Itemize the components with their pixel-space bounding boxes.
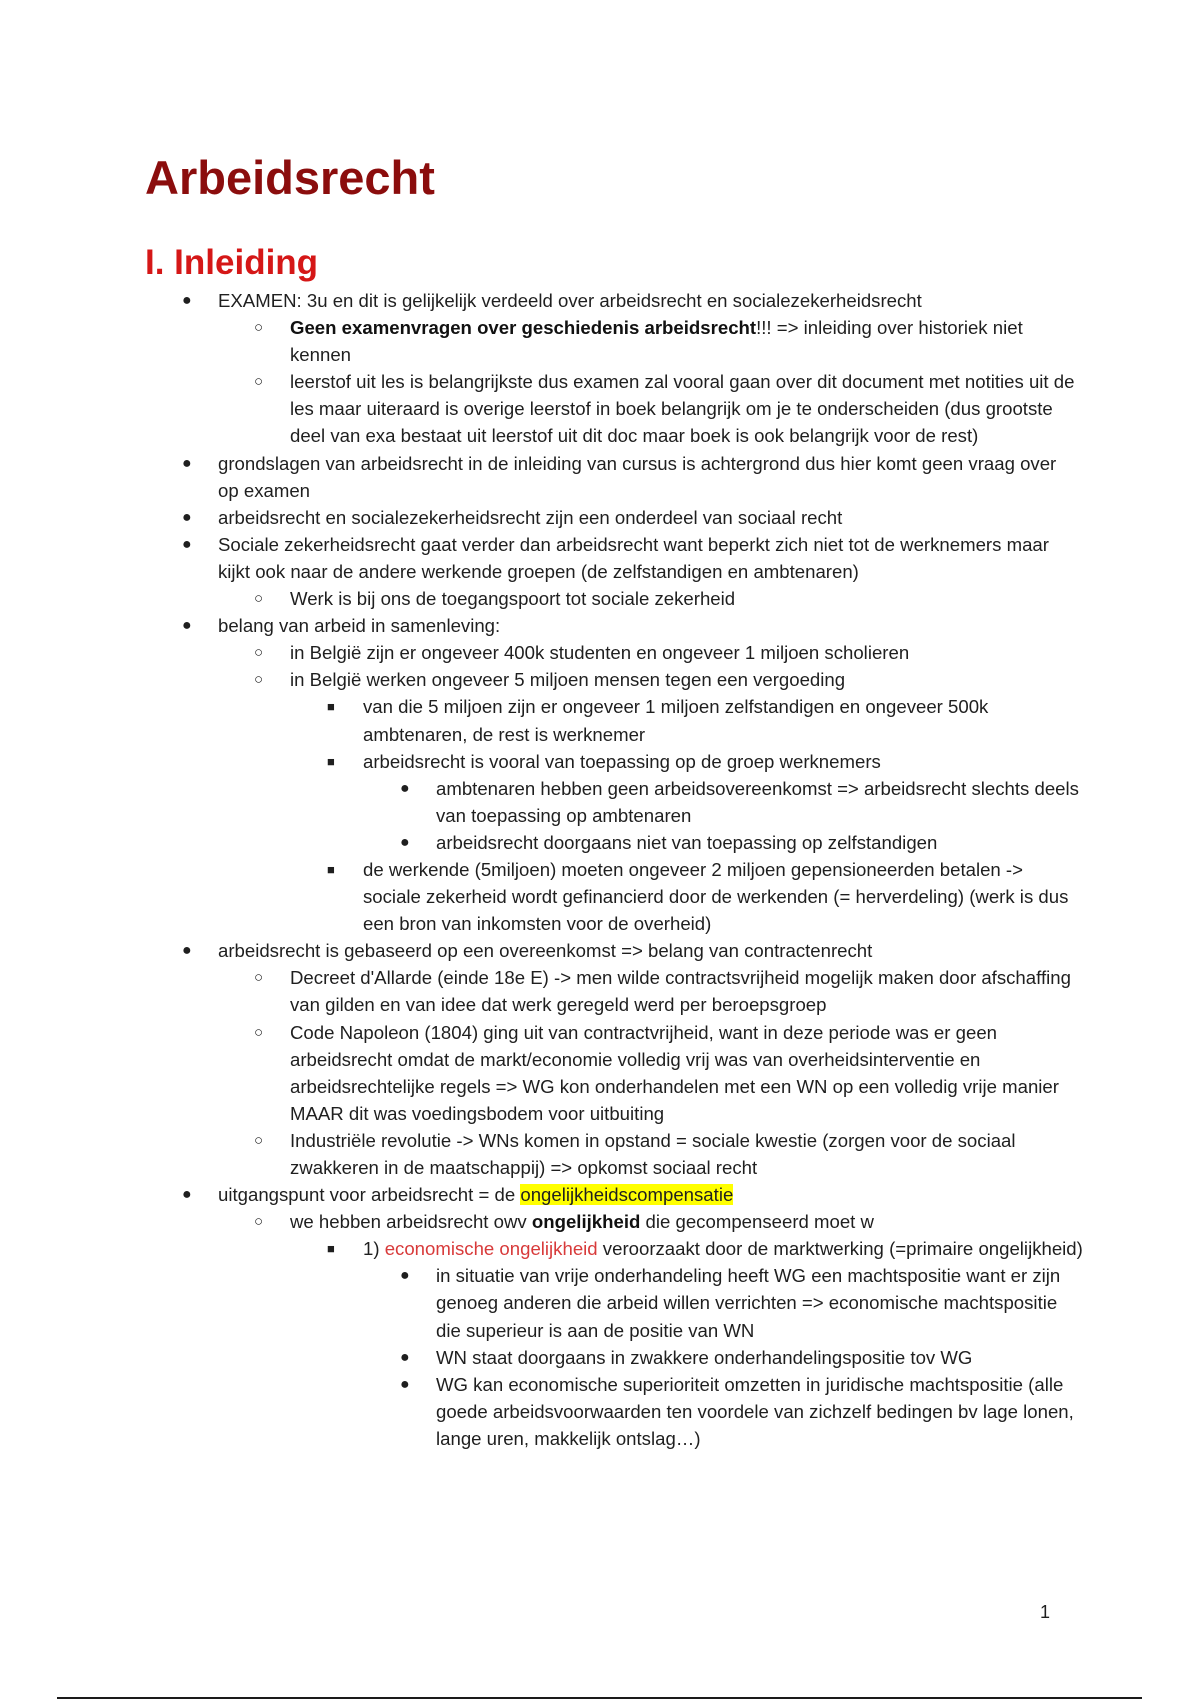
text-segment: ambtenaren hebben geen arbeidsovereenkomst => arbeidsrecht slechts deels van toepassing op ambtenaren: [436, 777, 1079, 826]
text-segment: arbeidsrecht doorgaans niet van toepassing op zelfstandigen: [436, 831, 938, 853]
list-item-text: [290, 588, 735, 609]
bullet-icon: ●: [400, 779, 410, 797]
list-item: [0, 585, 1080, 612]
bullet-icon: ●: [182, 292, 192, 309]
list-item-text: [218, 615, 500, 636]
list-item: [0, 693, 1083, 747]
bold-text: Geen examenvragen over geschiedenis arbeidsrecht: [290, 317, 757, 339]
text-segment: EXAMEN: 3u en dit is gelijkelijk verdeeld over arbeidsrecht en socialezekerheidsrecht: [218, 290, 922, 311]
list-item-text: [218, 507, 842, 528]
bullet-icon: ●: [182, 942, 192, 960]
list-item: [0, 450, 1080, 504]
bullet-icon: ○: [254, 1131, 264, 1149]
list-item-text: [363, 696, 988, 744]
bullet-icon: ○: [254, 319, 264, 337]
text-segment: die gecompenseerd moet w: [640, 1211, 874, 1233]
list-item-text: [436, 832, 937, 853]
list-item-text: [218, 290, 922, 311]
list-item: [0, 1181, 1080, 1208]
text-segment: we hebben arbeidsrecht owv: [290, 1211, 532, 1233]
text-segment: Sociale zekerheidsrecht gaat verder dan arbeidsrecht want beperkt zich niet tot de werknemers maar kijkt ook naar de andere werkende groepen (de zelfstandigen en ambtenaren): [218, 533, 1049, 582]
list-item: [0, 1235, 1083, 1262]
list-item-text: [290, 967, 1071, 1015]
bullet-icon: ○: [254, 373, 264, 391]
bold-text: ongelijkheid: [531, 1211, 641, 1233]
list-item: [0, 1019, 1080, 1127]
text-segment: !!! => inleiding over historiek niet kennen: [290, 317, 1023, 366]
list-item: [0, 1208, 1080, 1235]
bullet-icon: ●: [182, 508, 192, 526]
bullet-icon: ○: [254, 969, 264, 987]
text-segment: de werkende (5miljoen) moeten ongeveer 2 miljoen gepensioneerden betalen -> sociale zekerheid wordt gefinancierd door de werkenden (= herverdeling) (werk is dus een bron van inkomsten voor de overheid): [363, 858, 1069, 935]
list-item-text: [436, 1347, 972, 1368]
list-item-text: [436, 778, 1079, 826]
list-item: [0, 1344, 1083, 1371]
list-item: [0, 314, 1080, 368]
footer-divider: [57, 1697, 1142, 1699]
bullet-icon: ○: [254, 1023, 264, 1041]
list-item-text: [290, 1211, 874, 1232]
bullet-icon: ●: [400, 833, 410, 851]
list-item: [0, 1262, 1083, 1343]
bullet-icon: ●: [182, 1186, 192, 1204]
list-item-text: [218, 940, 872, 961]
list-item-text: [290, 669, 845, 690]
list-item: [0, 639, 1080, 666]
list-item-text: [290, 642, 909, 663]
text-segment: Code Napoleon (1804) ging uit van contractvrijheid, want in deze periode was er geen arbeidsrecht omdat de markt/economie volledig vrij was van overheidsinterventie en arbeidsrechtelijke regels => WG kon onderhandelen met een WN op een volledig vrije manier MAAR dit was voedingsbodem voor uitbuiting: [290, 1021, 1059, 1124]
bullet-icon: ■: [327, 1241, 335, 1257]
list-item-text: [436, 1374, 1074, 1449]
bullet-icon: ○: [254, 671, 264, 689]
list-item-text: [363, 1238, 1083, 1259]
text-segment: arbeidsrecht is gebaseerd op een overeenkomst => belang van contractenrecht: [218, 940, 873, 962]
list-item: [0, 666, 1080, 693]
list-item: [0, 829, 1083, 856]
bullet-outline: [0, 287, 1200, 1452]
list-item: [0, 748, 1083, 775]
list-item: [0, 368, 1080, 449]
text-segment: arbeidsrecht en socialezekerheidsrecht zijn een onderdeel van sociaal recht: [218, 506, 843, 528]
list-item: [0, 964, 1080, 1018]
bullet-icon: ●: [400, 1267, 410, 1285]
bullet-icon: ●: [400, 1375, 410, 1393]
text-segment: in België zijn er ongeveer 400k studenten en ongeveer 1 miljoen scholieren: [290, 642, 910, 664]
list-item-text: [363, 751, 881, 772]
list-item-text: [218, 1184, 733, 1205]
highlighted-text: ongelijkheidscompensatie: [520, 1184, 734, 1206]
list-item-text: [218, 453, 1056, 501]
list-item: [0, 1127, 1080, 1181]
list-item: [0, 504, 1080, 531]
bullet-icon: ●: [182, 617, 192, 635]
bullet-icon: ○: [254, 590, 264, 608]
document-title: Arbeidsrecht: [145, 151, 435, 204]
list-item-text: [363, 859, 1068, 934]
list-item: [0, 612, 1080, 639]
list-item-text: [290, 371, 1074, 446]
text-segment: Industriële revolutie -> WNs komen in opstand = sociale kwestie (zorgen voor de sociaal zwakkeren in de maatschappij) => opkomst sociaal recht: [290, 1129, 1016, 1178]
text-segment: in België werken ongeveer 5 miljoen mensen tegen een vergoeding: [290, 669, 846, 691]
text-segment: WG kan economische superioriteit omzetten in juridische machtspositie (alle goede arbeidsvoorwaarden ten voordele van zichzelf bedingen bv lage lonen, lange uren, makkelijk ontslag…): [436, 1373, 1074, 1449]
text-segment: arbeidsrecht is vooral van toepassing op de groep werknemers: [363, 750, 881, 772]
list-item: [0, 775, 1083, 829]
text-segment: van die 5 miljoen zijn er ongeveer 1 miljoen zelfstandigen en ongeveer 500k ambtenaren, de rest is werknemer: [363, 696, 989, 745]
bullet-icon: ■: [327, 699, 335, 715]
text-segment: WN staat doorgaans in zwakkere onderhandelingspositie tov WG: [436, 1346, 973, 1368]
bullet-icon: ■: [327, 861, 335, 877]
list-item: [0, 287, 1080, 314]
text-segment: veroorzaakt door de marktwerking (=primaire ongelijkheid): [597, 1238, 1083, 1260]
list-item: [0, 856, 1083, 937]
list-item-text: [436, 1265, 1060, 1340]
text-segment: leerstof uit les is belangrijkste dus examen zal vooral gaan over dit document met notities uit de les maar uiteraard is overige leerstof in boek belangrijk om je te onderscheiden (dus grootste deel van exa bestaat uit leerstof uit dit doc maar boek is ook belangrijk voor de rest): [290, 371, 1075, 447]
text-segment: uitgangspunt voor arbeidsrecht = de: [218, 1184, 521, 1206]
list-item: [0, 937, 1080, 964]
page-number: 1: [1040, 1602, 1051, 1622]
section-heading: I. Inleiding: [145, 243, 319, 282]
text-segment: grondslagen van arbeidsrecht in de inleiding van cursus is achtergrond dus hier komt geen vraag over op examen: [218, 452, 1057, 501]
bullet-icon: ●: [182, 535, 192, 553]
list-item-text: [290, 317, 1023, 365]
bullet-icon: ○: [254, 1213, 264, 1231]
bullet-icon: ○: [254, 644, 264, 662]
red-text: economische ongelijkheid: [384, 1238, 598, 1260]
text-segment: Werk is bij ons de toegangspoort tot sociale zekerheid: [290, 588, 736, 610]
text-segment: in situatie van vrije onderhandeling heeft WG een machtspositie want er zijn genoeg anderen die arbeid willen verrichten => economische machtspositie die superieur is aan de positie van WN: [436, 1265, 1061, 1341]
list-item-text: [290, 1022, 1059, 1124]
bullet-icon: ●: [182, 454, 192, 472]
text-segment: Decreet d'Allarde (einde 18e E) -> men wilde contractsvrijheid mogelijk maken door afschaffing van gilden en van idee dat werk geregeld werd per beroepsgroep: [290, 967, 1071, 1016]
text-segment: 1): [363, 1238, 385, 1260]
list-item-text: [218, 534, 1049, 582]
bullet-icon: ■: [327, 753, 335, 769]
text-segment: belang van arbeid in samenleving:: [218, 615, 501, 637]
bullet-icon: ●: [400, 1348, 410, 1366]
list-item-text: [290, 1130, 1016, 1178]
list-item: [0, 531, 1080, 585]
list-item: [0, 1371, 1083, 1452]
